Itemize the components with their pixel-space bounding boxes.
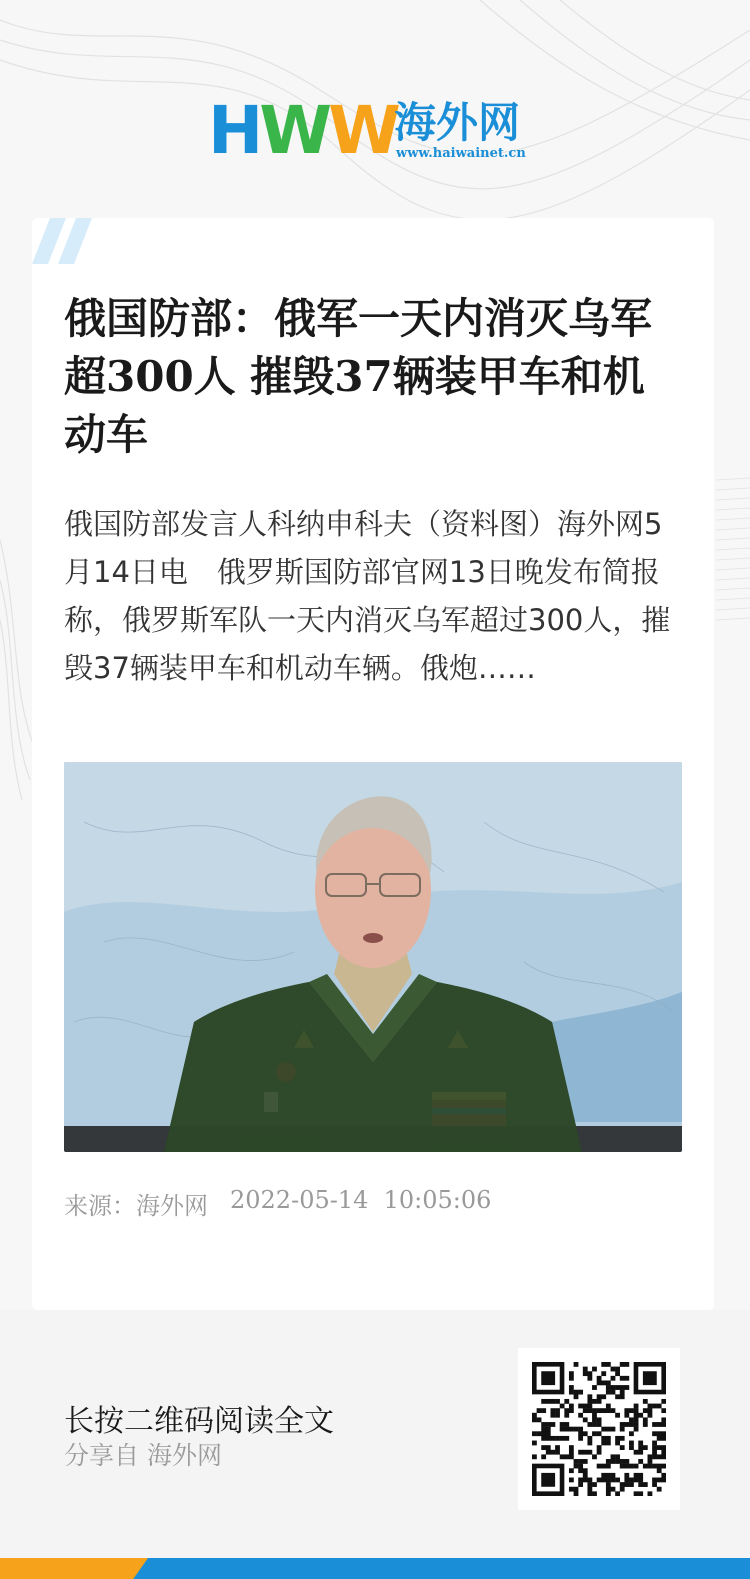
logo-chinese-name: 海外网 xyxy=(394,98,521,147)
article-datetime xyxy=(230,1186,491,1221)
article-meta xyxy=(64,1186,491,1221)
qr-call-to-action: 长按二维码阅读全文 xyxy=(64,1404,334,1439)
photo-illustration xyxy=(64,762,682,1152)
logo-letter-w2: W xyxy=(328,92,397,169)
article-date: 2022-05-14 xyxy=(230,1186,369,1214)
article-source: 来源：海外网 xyxy=(64,1192,208,1220)
article-title: 俄国防部：俄军一天内消灭乌军超300人 摧毁37辆装甲车和机动车 xyxy=(64,294,653,459)
haiwainet-logo xyxy=(208,92,548,169)
logo-letters xyxy=(208,92,397,169)
article-photo xyxy=(64,762,682,1152)
quote-mark-icon xyxy=(32,218,92,264)
bottom-accent-orange xyxy=(0,1558,148,1579)
qr-code-icon xyxy=(532,1362,666,1496)
article-card[interactable] xyxy=(32,218,714,1310)
bottom-accent-bar xyxy=(0,1558,750,1579)
article-summary: 俄国防部发言人科纳申科夫（资料图）海外网5月14日电 俄罗斯国防部官网13日晚发布简报称，俄罗斯军队一天内消灭乌军超过300人，摧毁37辆装甲车和机动车辆。俄炮…… xyxy=(64,507,671,685)
share-footer xyxy=(0,1310,750,1560)
logo-url: www.haiwainet.cn xyxy=(396,146,526,161)
logo-letter-h: H xyxy=(208,92,260,169)
logo-letter-w1: W xyxy=(259,92,329,169)
share-source: 分享自 海外网 xyxy=(64,1441,222,1470)
article-time: 10:05:06 xyxy=(383,1186,492,1214)
qr-code[interactable] xyxy=(518,1348,680,1510)
